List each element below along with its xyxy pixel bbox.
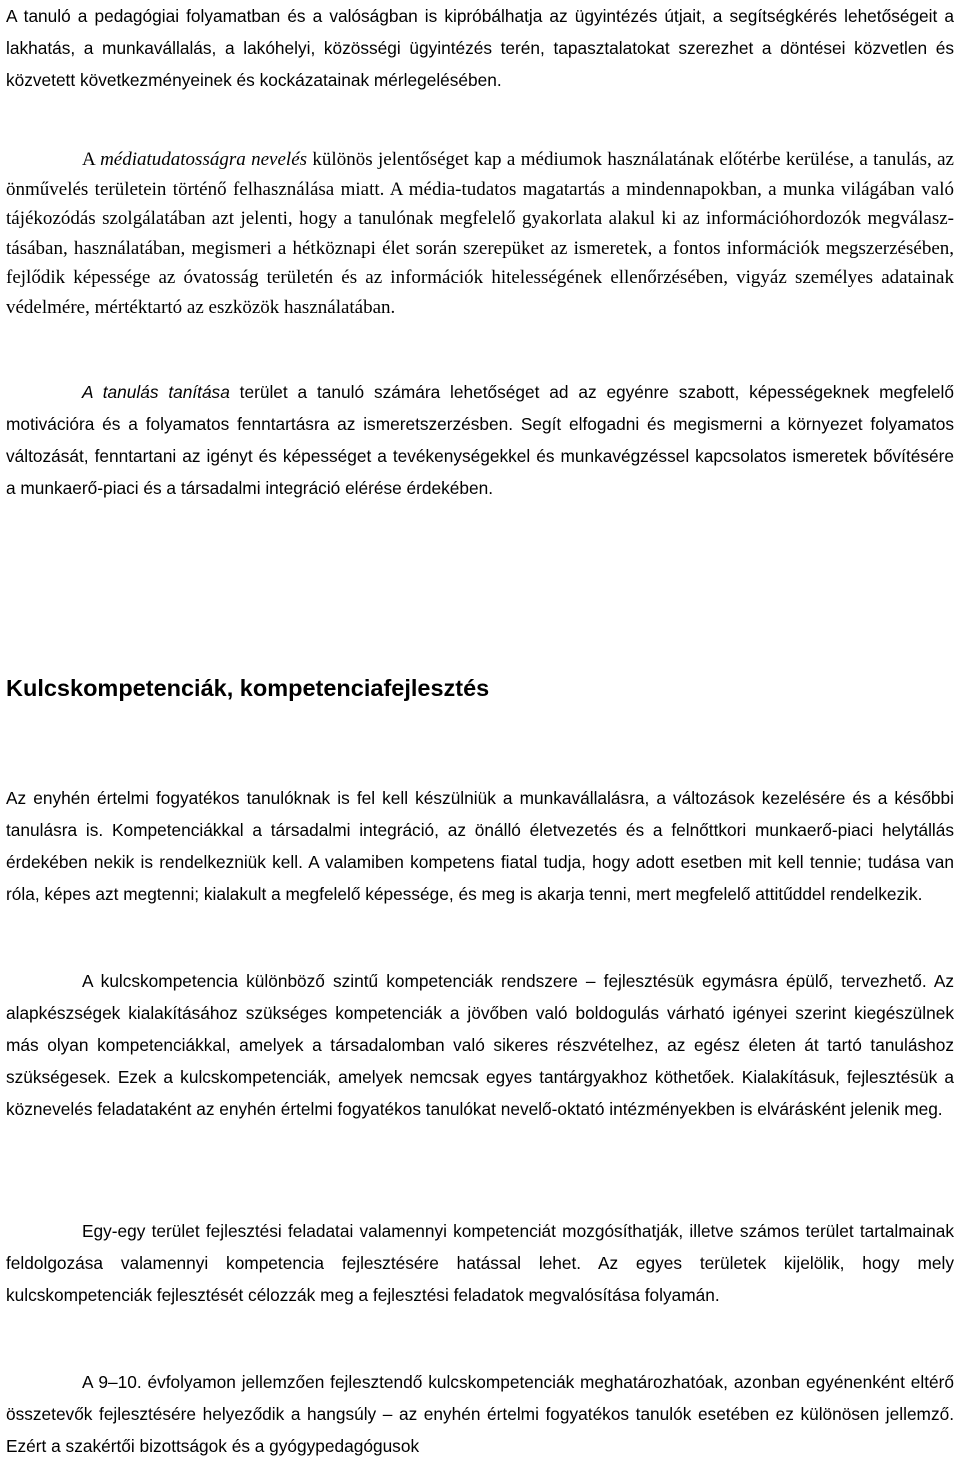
- section-heading: Kulcskompetenciák, kompetenciafejlesztés: [6, 675, 490, 701]
- paragraph-grade-9-10: A 9–10. évfolyamon jellemzően fejlesztendő kulcskompetenciák meghatározhatóak, azonban egyénenként eltérő összetevők fejlesztésére helyeződik a hangsúly – az enyhén értelmi fogyatékos tanulók esetében ez különösen jellemző. Ezért a szakértői bizottságok és a gyógypedagógusok: [6, 1372, 954, 1456]
- paragraph-media-rest-a: különös jelentőséget kap a médiumok használatának előtérbe kerülése, a tanulás, az önművelés területein történő felhasználása miatt.: [6, 149, 954, 200]
- paragraph-competence-intro: Az enyhén értelmi fogyatékos tanulóknak is fel kell készülniük a munkavállalásra, a változások kezelésére és a későbbi tanulásra is. Kompetenciákkal a társadalmi integráció, az önálló életvezetés és a felnőttkori munkaerő-piaci helytállás érdekében nekik is rendelkezniük kell. A valamiben kompetens fiatal tudja, hogy adott esetben mit kell tennie; tudása van róla, képes azt megtenni; kialakult a megfelelő képessége, és meg is akarja tenni, mert megfelelő attitűddel rendelkezik.: [6, 788, 954, 904]
- paragraph-learning-rest: terület a tanuló számára lehetőséget ad az egyénre szabott, képességeknek megfelelő motivációra és a folyamatos fenntartásra az ismeretszerzésben. Segít elfogadni és megismerni a környezet folyamatos változását, fenntartani az igényt és képességet a tevékenységekkel és munkavégzéssel kapcsolatos ismeretek bővítésére a munkaerő-piaci és a társadalmi integráció elérése érdekében.: [6, 382, 954, 498]
- paragraph-media-rest-b: A média-tudatos magatartás a mindennapokban, a munka világában való tájékozódás szolgálatában azt jelenti, hogy a tanulónak megfelelő gyakorlata alakul ki az információhordozók megválasz-tásában, használatában, megismeri a hétköznapi élet során szerepüket az ismeretek, a fontos információk megszerzésében, fejlődik képessége az óvatosság területén és az információk hitelességének ellenőrzésében, vigyáz személyes adatainak védelmére, mértéktartó az eszközök használatában.: [6, 178, 954, 318]
- paragraph-learning-to-learn: [6, 376, 954, 504]
- paragraph-development-areas: Egy-egy terület fejlesztési feladatai valamennyi kompetenciát mozgósíthatják, illetve számos terület tartalmainak feldolgozása valamennyi kompetencia fejlesztésére hatással lehet. Az egyes területek kijelölik, hogy mely kulcskompetenciák fejlesztését célozzák meg a fejlesztési feladatok megvalósítása folyamán.: [6, 1221, 954, 1305]
- paragraph-media-lead: A: [82, 149, 101, 170]
- learning-to-learn-term: A tanulás tanítása: [82, 382, 230, 402]
- paragraph-key-competence-system: A kulcskompetencia különböző szintű kompetenciák rendszere – fejlesztésük egymásra épülő, tervezhető. Az alapkészségek kialakításához szükséges kompetenciák a jövőben való boldogulás várható igényei szerint kiegészülnek más olyan kompetenciákkal, amelyek a társadalomban való sikeres részvételhez, az egész életen át tartó tanuláshoz szükségesek. Ezek a kulcskompetenciák, amelyek nemcsak egyes tantárgyakhoz köthetőek. Kialakításuk, fejlesztésük a köznevelés feladataként az enyhén értelmi fogyatékos tanulókat nevelő-oktató intézményekben is elvárásként jelenik meg.: [6, 971, 954, 1119]
- paragraph-administration: A tanuló a pedagógiai folyamatban és a valóságban is kipróbálhatja az ügyintézés útjait, a segítségkérés lehetőségeit a lakhatás, a munkavállalás, a lakóhelyi, közösségi ügyintézés terén, tapasztalatokat szerezhet a döntései közvetlen és közvetett következményeinek és kockázatainak mérlegelésében.: [6, 6, 954, 90]
- paragraph-media-literacy: [6, 145, 954, 323]
- media-literacy-term: médiatudatosságra nevelés: [100, 149, 308, 170]
